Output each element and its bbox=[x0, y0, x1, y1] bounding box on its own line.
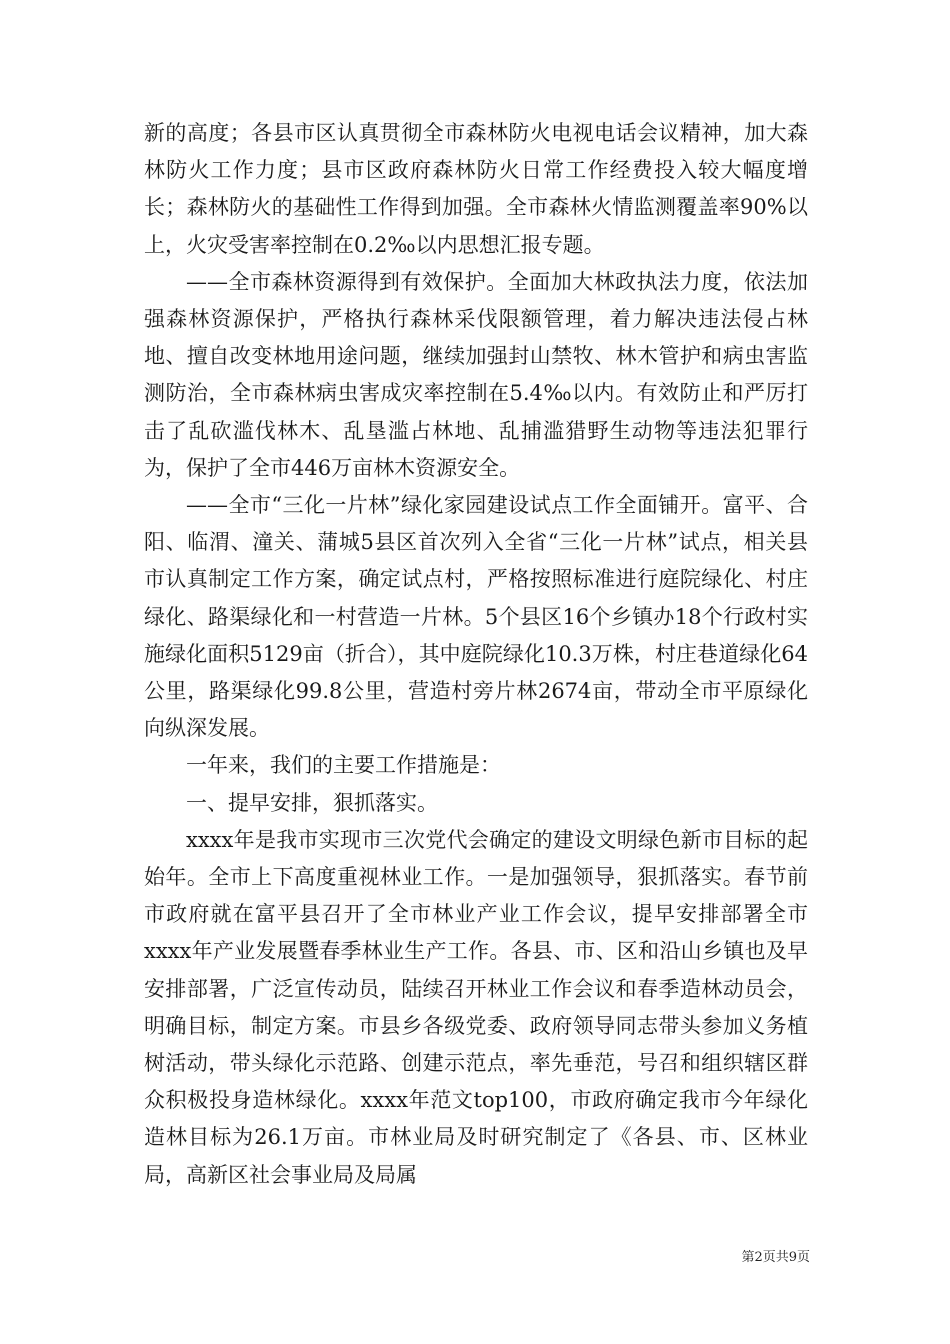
paragraph-3: ——全市“三化一片林”绿化家园建设试点工作全面铺开。富平、合阳、临渭、潼关、蒲城5县区首次列入全省“三化一片林”试点，相关县市认真制定工作方案，确定试点村，严格按照标准进行庭院绿化、村庄绿化、路渠绿化和一村营造一片林。5个县区16个乡镇办18个行政村实施绿化面积5129亩（折合），其中庭院绿化10.3万株，村庄巷道绿化64公里，路渠绿化99.8公里，营造村旁片林2674亩，带动全市平原绿化向纵深发展。 bbox=[144, 493, 808, 741]
paragraph-4: 一年来，我们的主要工作措施是： bbox=[186, 753, 501, 778]
paragraph-5: 一、提早安排，狠抓落实。 bbox=[186, 790, 438, 815]
page-number: 第2页共9页 bbox=[741, 1250, 810, 1265]
document-body bbox=[144, 115, 808, 1194]
paragraph-6: xxxx年是我市实现市三次党代会确定的建设文明绿色新市目标的起始年。全市上下高度重视林业工作。一是加强领导，狠抓落实。春节前市政府就在富平县召开了全市林业产业工作会议，提早安排部署全市xxxx年产业发展暨春季林业生产工作。各县、市、区和沿山乡镇也及早安排部署，广泛宣传动员，陆续召开林业工作会议和春季造林动员会，明确目标，制定方案。市县乡各级党委、政府领导同志带头参加义务植树活动，带头绿化示范路、创建示范点，率先垂范，号召和组织辖区群众积极投身造林绿化。xxxx年范文top100，市政府确定我市今年绿化造林目标为26.1万亩。市林业局及时研究制定了《各县、市、区林业局，高新区社会事业局及局属 bbox=[144, 827, 808, 1187]
paragraph-1: 新的高度；各县市区认真贯彻全市森林防火电视电话会议精神，加大森林防火工作力度；县市区政府森林防火日常工作经费投入较大幅度增长；森林防火的基础性工作得到加强。全市森林火情监测覆盖率90%以上，火灾受害率控制在0.2‰以内思想汇报专题。 bbox=[144, 121, 808, 257]
paragraph-2: ——全市森林资源得到有效保护。全面加大林政执法力度，依法加强森林资源保护，严格执行森林采伐限额管理，着力解决违法侵占林地、擅自改变林地用途问题，继续加强封山禁牧、林木管护和病虫害监测防治，全市森林病虫害成灾率控制在5.4‰以内。有效防止和严厉打击了乱砍滥伐林木、乱垦滥占林地、乱捕滥猎野生动物等违法犯罪行为，保护了全市446万亩林木资源安全。 bbox=[144, 269, 808, 480]
